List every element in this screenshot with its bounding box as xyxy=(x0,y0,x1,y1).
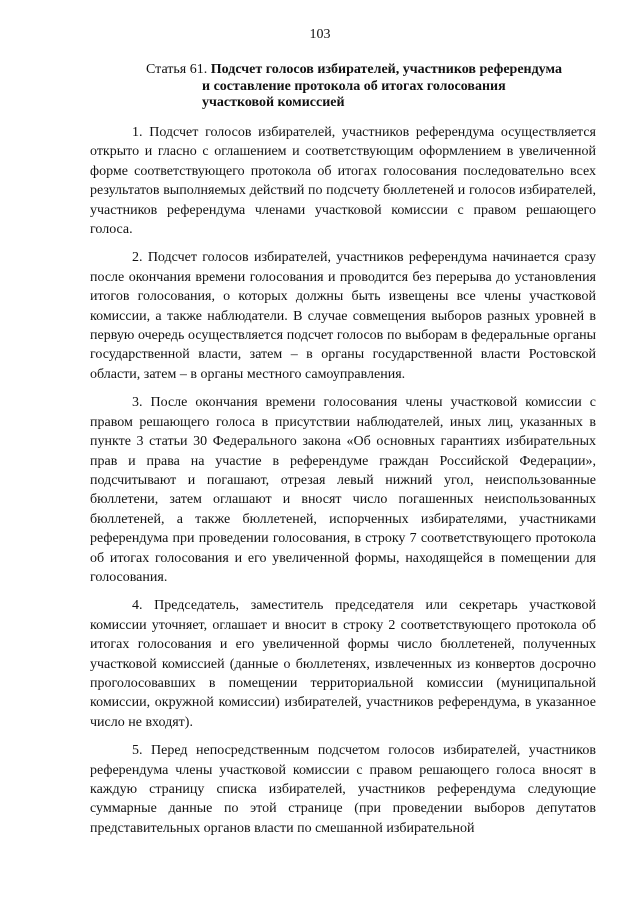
paragraph-3: 3. После окончания времени голосования члены участковой комиссии с правом решающего голоса в присутствии наблюдателей, иных лиц, указанных в пункте 3 статьи 30 Федерального закона «Об основных гарантиях избирательных прав и права на участие в референдуме граждан Российской Федерации», подсчитывают и погашают, отрезая левый нижний угол, неиспользованные бюллетени, затем оглашают и вносят число погашенных неиспользованных бюллетеней, а также бюллетеней, испорченных избирателями, участниками референдума при проведении голосования, в строку 7 соответствующего протокола об итогах голосования и его увеличенной формы, находящейся в помещении для голосования. xyxy=(90,395,596,585)
article-title-line-1: Подсчет голосов избирателей, участников референдума xyxy=(210,62,562,77)
paragraph-1: 1. Подсчет голосов избирателей, участников референдума осуществляется открыто и гласно с оглашением и соответствующим оформлением в увеличенной форме соответствующего протокола об итогах голосования последовательно всех результатов выполняемых действий по подсчету бюллетеней и голосов избирателей, участников референдума членами участковой комиссии с правом решающего голоса. xyxy=(90,125,596,238)
paragraph-4: 4. Председатель, заместитель председателя или секретарь участковой комиссии уточняет, оглашает и вносит в строку 2 соответствующего протокола об итогах голосования и его увеличенной формы число бюллетеней, полученных участковой комиссией (данные о бюллетенях, извлеченных из конвертов досрочно проголосовавших в помещении территориальной комиссии (муниципальной комиссии, окружной комиссии) избирателей, участников референдума, в указанное число не входят). xyxy=(90,598,596,730)
article-heading-line-1 xyxy=(146,62,606,79)
article-heading xyxy=(146,62,606,112)
article-label: Статья 61. xyxy=(146,62,208,77)
article-title-line-3: участковой комиссией xyxy=(202,95,345,110)
paragraph-5: 5. Перед непосредственным подсчетом голосов избирателей, участников референдума члены участковой комиссии с правом решающего голоса вносят в каждую страницу списка избирателей, участников референдума следующие суммарные данные по этой странице (при проведении выборов депутатов представительных органов власти по смешанной избирательной xyxy=(90,743,596,836)
paragraph-2: 2. Подсчет голосов избирателей, участников референдума начинается сразу после окончания времени голосования и проводится без перерыва до установления итогов голосования, о которых должны быть извещены все члены участковой комиссии, а также наблюдатели. В случае совмещения выборов разных уровней в первую очередь осуществляется подсчет голосов по выборам в федеральные органы государственной власти, затем – в органы государственной власти Ростовской области, затем – в органы местного самоуправления. xyxy=(90,250,596,382)
article-body xyxy=(90,123,596,847)
article-title-line-2: и составление протокола об итогах голосования xyxy=(202,78,506,94)
page-number: 103 xyxy=(309,27,331,42)
